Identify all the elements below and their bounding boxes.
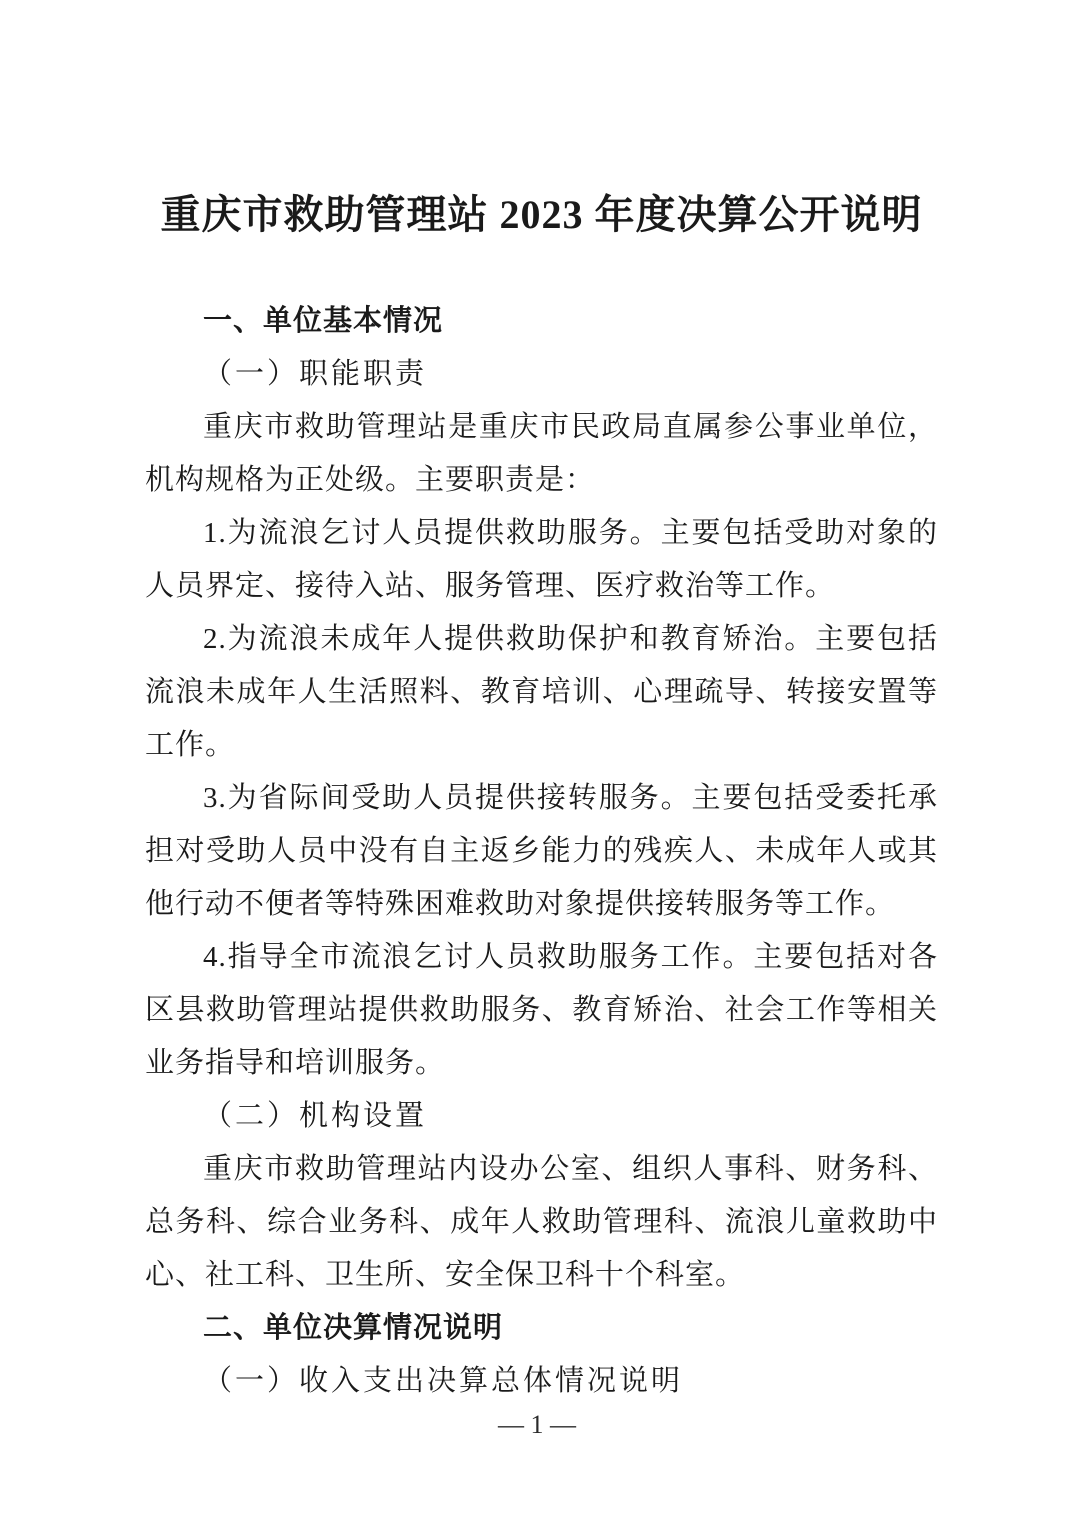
section-heading-final-accounts: 二、单位决算情况说明	[203, 1312, 504, 1344]
paragraph-duty-3: 3.为省际间受助人员提供接转服务。主要包括受委托承担对受助人员中没有自主返乡能力的残疾人、未成年人或其他行动不便者等特殊困难救助对象提供接转服务等工作。	[145, 782, 938, 920]
section-heading-unit-basic-info: 一、单位基本情况	[203, 305, 444, 337]
paragraph-unit-description: 重庆市救助管理站是重庆市民政局直属参公事业单位，机构规格为正处级。主要职责是：	[145, 411, 938, 496]
paragraph-duty-4: 4.指导全市流浪乞讨人员救助服务工作。主要包括对各区县救助管理站提供救助服务、教育矫治、社会工作等相关业务指导和培训服务。	[145, 941, 938, 1079]
paragraph-duty-1: 1.为流浪乞讨人员提供救助服务。主要包括受助对象的人员界定、接待入站、服务管理、医疗救治等工作。	[145, 517, 938, 602]
paragraph-organization: 重庆市救助管理站内设办公室、组织人事科、财务科、总务科、综合业务科、成年人救助管理科、流浪儿童救助中心、社工科、卫生所、安全保卫科十个科室。	[145, 1153, 938, 1291]
document-title: 重庆市救助管理站 2023 年度决算公开说明	[160, 192, 923, 237]
subsection-heading-organization: （二）机构设置	[203, 1100, 428, 1132]
subsection-heading-duties: （一）职能职责	[203, 358, 428, 390]
paragraph-duty-2: 2.为流浪未成年人提供救助保护和教育矫治。主要包括流浪未成年人生活照料、教育培训、心理疏导、转接安置等工作。	[145, 623, 938, 761]
document-body	[145, 295, 938, 1408]
page-footer	[0, 1408, 1074, 1442]
document-content	[145, 0, 938, 1408]
subsection-heading-income-expenditure: （一）收入支出决算总体情况说明	[203, 1365, 684, 1397]
page-number: — 1 —	[498, 1410, 576, 1439]
